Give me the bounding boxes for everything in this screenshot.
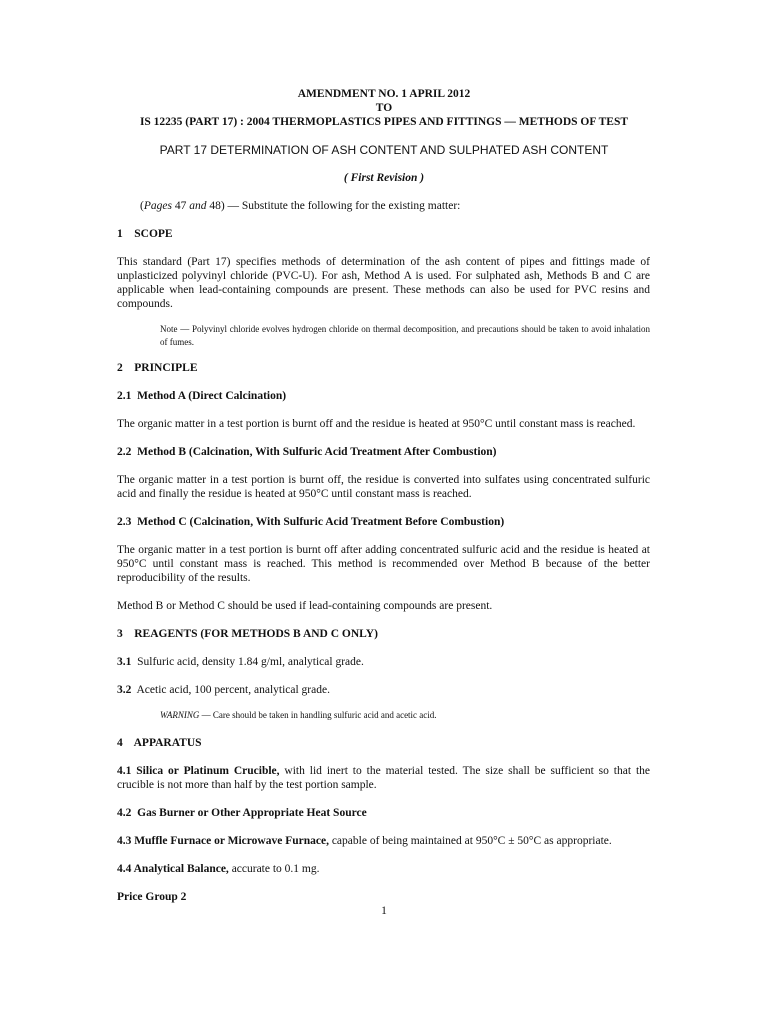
warning-note (160, 709, 650, 722)
method-bc-paragraph: Method B or Method C should be used if lead-containing compounds are present. (117, 600, 493, 612)
page-number: 1 (381, 905, 387, 917)
method-a-heading: 2.1 Method A (Direct Calcination) (117, 390, 287, 402)
scope-paragraph: This standard (Part 17) specifies methods of determination of the ash content of pipes and fittings made of unplasticized polyvinyl chloride (PVC-U). For ash, Method A is used. For sulphated ash, Methods B and C are applicable when lead-containing compounds are present. These methods can also be used for PVC resins and compounds. (117, 256, 650, 310)
apparatus-heading: 4 APPARATUS (117, 737, 202, 749)
reagent-acetic (117, 683, 330, 697)
method-c-heading: 2.3 Method C (Calcination, With Sulfuric Acid Treatment Before Combustion) (117, 516, 505, 528)
amendment-title: AMENDMENT NO. 1 APRIL 2012 (297, 88, 471, 100)
warning-word: WARNING (160, 710, 200, 720)
balance-text: accurate to 0.1 mg. (228, 863, 320, 875)
furnace-paragraph (117, 834, 650, 848)
method-a-paragraph: The organic matter in a test portion is burnt off and the residue is heated at 950°C until constant mass is reached. (117, 418, 636, 430)
reagent-acetic-num: 3.2 (117, 684, 132, 696)
reagent-sulfuric-num: 3.1 (117, 656, 132, 668)
furnace-term: 4.3 Muffle Furnace or Microwave Furnace, (117, 835, 329, 847)
balance-term: 4.4 Analytical Balance, (117, 863, 229, 875)
burner-heading: 4.2 Gas Burner or Other Appropriate Heat Source (117, 807, 367, 819)
reagent-acetic-text: Acetic acid, 100 percent, analytical grade. (131, 684, 330, 696)
method-b-paragraph: The organic matter in a test portion is burnt off, the residue is converted into sulfates using concentrated sulfuric acid and finally the residue is heated at 950°C until constant mass is reached. (117, 474, 650, 500)
standard-title: IS 12235 (PART 17) : 2004 THERMOPLASTICS PIPES AND FITTINGS — METHODS OF TEST (139, 116, 629, 128)
intro-pages-word: Pages (143, 200, 172, 212)
crucible-text: with lid inert to the material tested. The size shall be sufficient so that the crucible is not more than half by the test portion sample. (117, 765, 651, 791)
warning-text: — Care should be taken in handling sulfuric acid and acetic acid. (199, 710, 437, 720)
part-title: PART 17 DETERMINATION OF ASH CONTENT AND SULPHATED ASH CONTENT (159, 143, 609, 157)
furnace-text: capable of being maintained at 950°C ± 50°C as appropriate. (328, 835, 612, 847)
reagents-heading: 3 REAGENTS (FOR METHODS B AND C ONLY) (117, 628, 378, 640)
intro-rest: 48) — Substitute the following for the existing matter: (206, 200, 461, 212)
revision-label: ( First Revision ) (343, 172, 425, 184)
amendment-to: TO (375, 102, 393, 114)
principle-heading: 2 PRINCIPLE (117, 362, 198, 374)
method-b-heading: 2.2 Method B (Calcination, With Sulfuric Acid Treatment After Combustion) (117, 446, 497, 458)
balance-paragraph (117, 862, 650, 876)
scope-note: Note — Polyvinyl chloride evolves hydrogen chloride on thermal decomposition, and precautions should be taken to avoid inhalation of fumes. (160, 324, 650, 347)
price-group: Price Group 2 (117, 891, 187, 903)
reagent-sulfuric-text: Sulfuric acid, density 1.84 g/ml, analytical grade. (131, 656, 364, 668)
scope-heading: 1 SCOPE (117, 228, 173, 240)
intro-page-num: 47 (171, 200, 190, 212)
crucible-term: 4.1 Silica or Platinum Crucible, (117, 765, 280, 777)
method-c-paragraph: The organic matter in a test portion is burnt off after adding concentrated sulfuric acid and the residue is heated at 950°C until constant mass is reached. This method is recommended over Method B because of the better reproducibility of the results. (117, 544, 650, 584)
crucible-paragraph (117, 764, 650, 792)
intro-line (140, 199, 660, 213)
intro-and: and (189, 200, 207, 212)
intro-open: ( (140, 200, 144, 212)
reagent-sulfuric (117, 655, 364, 669)
